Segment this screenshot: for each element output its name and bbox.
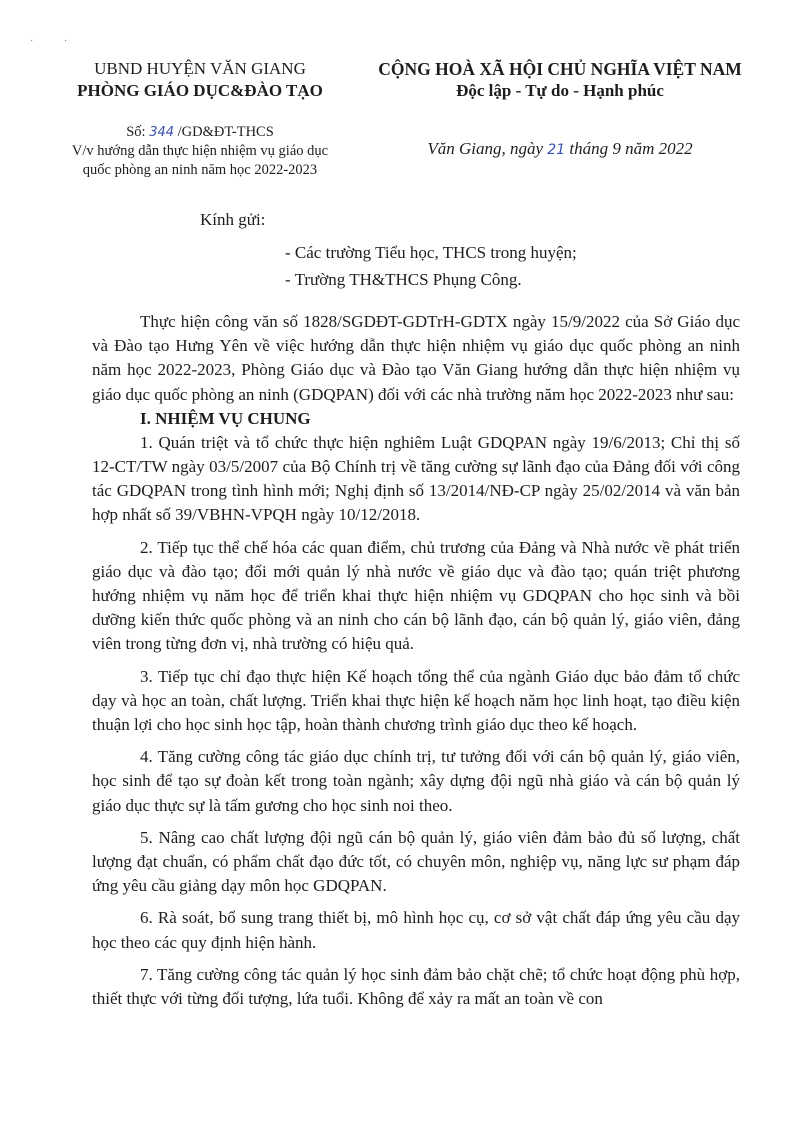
document-body [92,310,740,1011]
subject-line-1: V/v hướng dẫn thực hiện nhiệm vụ giáo dục [71,143,329,159]
national-motto [345,58,775,102]
org-line-2: PHÒNG GIÁO DỤC&ĐÀO TẠO [77,81,323,100]
handwritten-number: 344 [149,125,175,140]
document-number [55,123,345,142]
nation-line-2: Độc lập - Tự do - Hạnh phúc [456,81,664,100]
nation-line-1: CỘNG HOÀ XÃ HỘI CHỦ NGHĨA VIỆT NAM [378,59,742,79]
scan-marks: · · [30,36,82,47]
item-paragraph: 4. Tăng cường công tác giáo dục chính trị, tư tưởng đối với cán bộ quản lý, giáo viên, học sinh để tạo sự đoàn kết trong toàn ngành; xây dựng đội ngũ nhà giáo và cán bộ quản lý giáo dục thực sự là tấm gương cho học sinh noi theo. [92,747,740,815]
date-prefix: Văn Giang, ngày [427,139,548,158]
item-paragraph: 1. Quán triệt và tổ chức thực hiện nghiêm Luật GDQPAN ngày 19/6/2013; Chỉ thị số 12-CT/TW ngày 03/5/2007 của Bộ Chính trị về tăng cường sự lãnh đạo của Đảng đối với công tác GDQPAN trong tình hình mới; Nghị định số 13/2014/NĐ-CP ngày 25/02/2014 và văn bản hợp nhất số 39/VBHN-VPQH ngày 10/12/2018. [92,432,740,525]
handwritten-day: 21 [547,142,566,158]
recipient-2: - Trường TH&THCS Phụng Công. [285,270,522,289]
recipient-1: - Các trường Tiểu học, THCS trong huyện; [285,243,577,262]
number-suffix: /GD&ĐT-THCS [174,124,274,140]
item-paragraph: 3. Tiếp tục chỉ đạo thực hiện Kế hoạch tổng thể của ngành Giáo dục bảo đảm tổ chức dạy và học an toàn, chất lượng. Triển khai thực hiện kế hoạch năm học linh hoạt, tạo điều kiện thuận lợi cho học sinh học tập, hoàn thành chương trình giáo dục theo kế hoạch. [92,666,740,735]
section-heading: I. NHIỆM VỤ CHUNG [140,408,311,428]
item-paragraph: 6. Rà soát, bổ sung trang thiết bị, mô hình học cụ, cơ sở vật chất đáp ứng yêu cầu dạy học theo các quy định hiện hành. [92,908,740,952]
intro-paragraph: Thực hiện công văn số 1828/SGDĐT-GDTrH-GDTX ngày 15/9/2022 của Sở Giáo dục và Đào tạo Hưng Yên về việc hướng dẫn thực hiện nhiệm vụ giáo dục quốc phòng an ninh năm học 2022-2023, Phòng Giáo dục và Đào tạo Văn Giang hướng dẫn thực hiện nhiệm vụ giáo dục quốc phòng an ninh (GDQPAN) đối với các nhà trường năm học 2022-2023 như sau: [92,312,740,404]
item-paragraph: 7. Tăng cường công tác quản lý học sinh đảm bảo chặt chẽ; tổ chức hoạt động phù hợp, thiết thực với từng đối tượng, lứa tuổi. Không để xảy ra mất an toàn về con [92,964,740,1009]
item-paragraph: 2. Tiếp tục thể chế hóa các quan điểm, chủ trương của Đảng và Nhà nước về phát triển giáo dục và đào tạo; đổi mới quản lý nhà nước về giáo dục và đào tạo; quán triệt phương hướng nhiệm vụ năm học để triển khai thực hiện nhiệm vụ GDQPAN cho học sinh và bồi dưỡng kiến thức quốc phòng và an ninh cho cán bộ lãnh đạo, cán bộ quản lý, giáo viên, đảng viên trong từng đơn vị, nhà trường có hiệu quả. [92,537,740,654]
date-suffix: tháng 9 năm 2022 [565,139,693,158]
document-reference [55,123,345,180]
org-line-1: UBND HUYỆN VĂN GIANG [94,59,306,78]
issue-date [345,139,775,159]
number-prefix: Số: [126,124,150,140]
greeting: Kính gửi: [200,210,266,229]
subject-line-2: quốc phòng an ninh năm học 2022-2023 [82,162,318,178]
issuing-authority [55,58,345,102]
item-paragraph: 5. Nâng cao chất lượng đội ngũ cán bộ quản lý, giáo viên đảm bảo đủ số lượng, chất lượng đạt chuẩn, có phẩm chất đạo đức tốt, có chuyên môn, nghiệp vụ, năng lực sư phạm đáp ứng yêu cầu giảng dạy môn học GDQPAN. [92,827,740,896]
